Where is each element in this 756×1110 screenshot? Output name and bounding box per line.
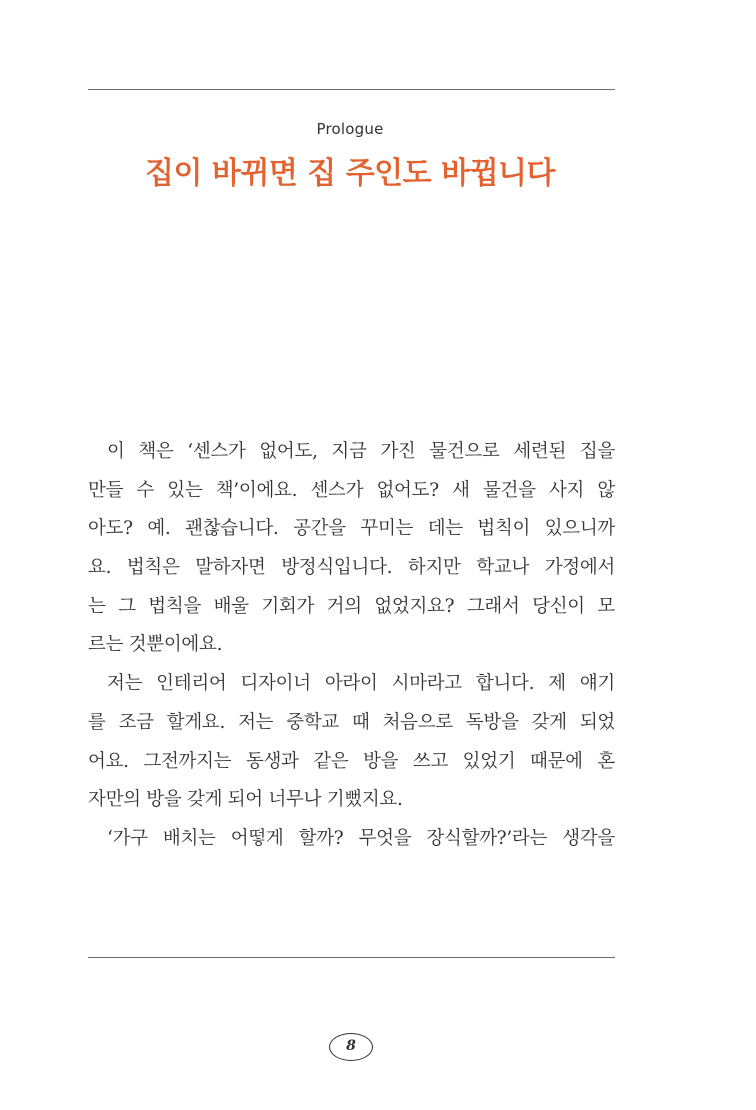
body-line: ‘가구 배치는 어떻게 할까? 무엇을 장식할까?’라는 생각을 [107,827,615,849]
body-line: 는 그 법칙을 배울 기회가 거의 없었지요? 그래서 당신이 모 [88,595,615,617]
chapter-title: 집이 바뀌면 집 주인도 바뀝니다 [144,156,556,191]
body-line: 어요. 그전까지는 동생과 같은 방을 쓰고 있었기 때문에 혼 [88,750,615,772]
body-line: 아도? 예. 괜찮습니다. 공간을 꾸미는 데는 법칙이 있으니까 [88,518,615,540]
page-number: 8 [329,1033,373,1061]
body-line: 르는 것뿐이에요. [88,634,223,656]
bottom-rule [88,957,615,958]
body-line: 자만의 방을 갖게 되어 너무나 기뻤지요. [88,789,403,811]
body-line: 만들 수 있는 책’이에요. 센스가 없어도? 새 물건을 사지 않 [88,479,615,501]
body-line: 를 조금 할게요. 저는 중학교 때 처음으로 독방을 갖게 되었 [88,711,615,733]
body-line: 저는 인테리어 디자이너 아라이 시마라고 합니다. 제 얘기 [107,673,615,695]
top-rule [88,89,615,90]
body-line: 이 책은 ‘센스가 없어도, 지금 가진 물건으로 세련된 집을 [107,441,615,462]
body-line: 요. 법칙은 말하자면 방정식입니다. 하지만 학교나 가정에서 [88,557,615,579]
body-text [88,433,615,859]
chapter-kicker: Prologue [316,120,384,138]
